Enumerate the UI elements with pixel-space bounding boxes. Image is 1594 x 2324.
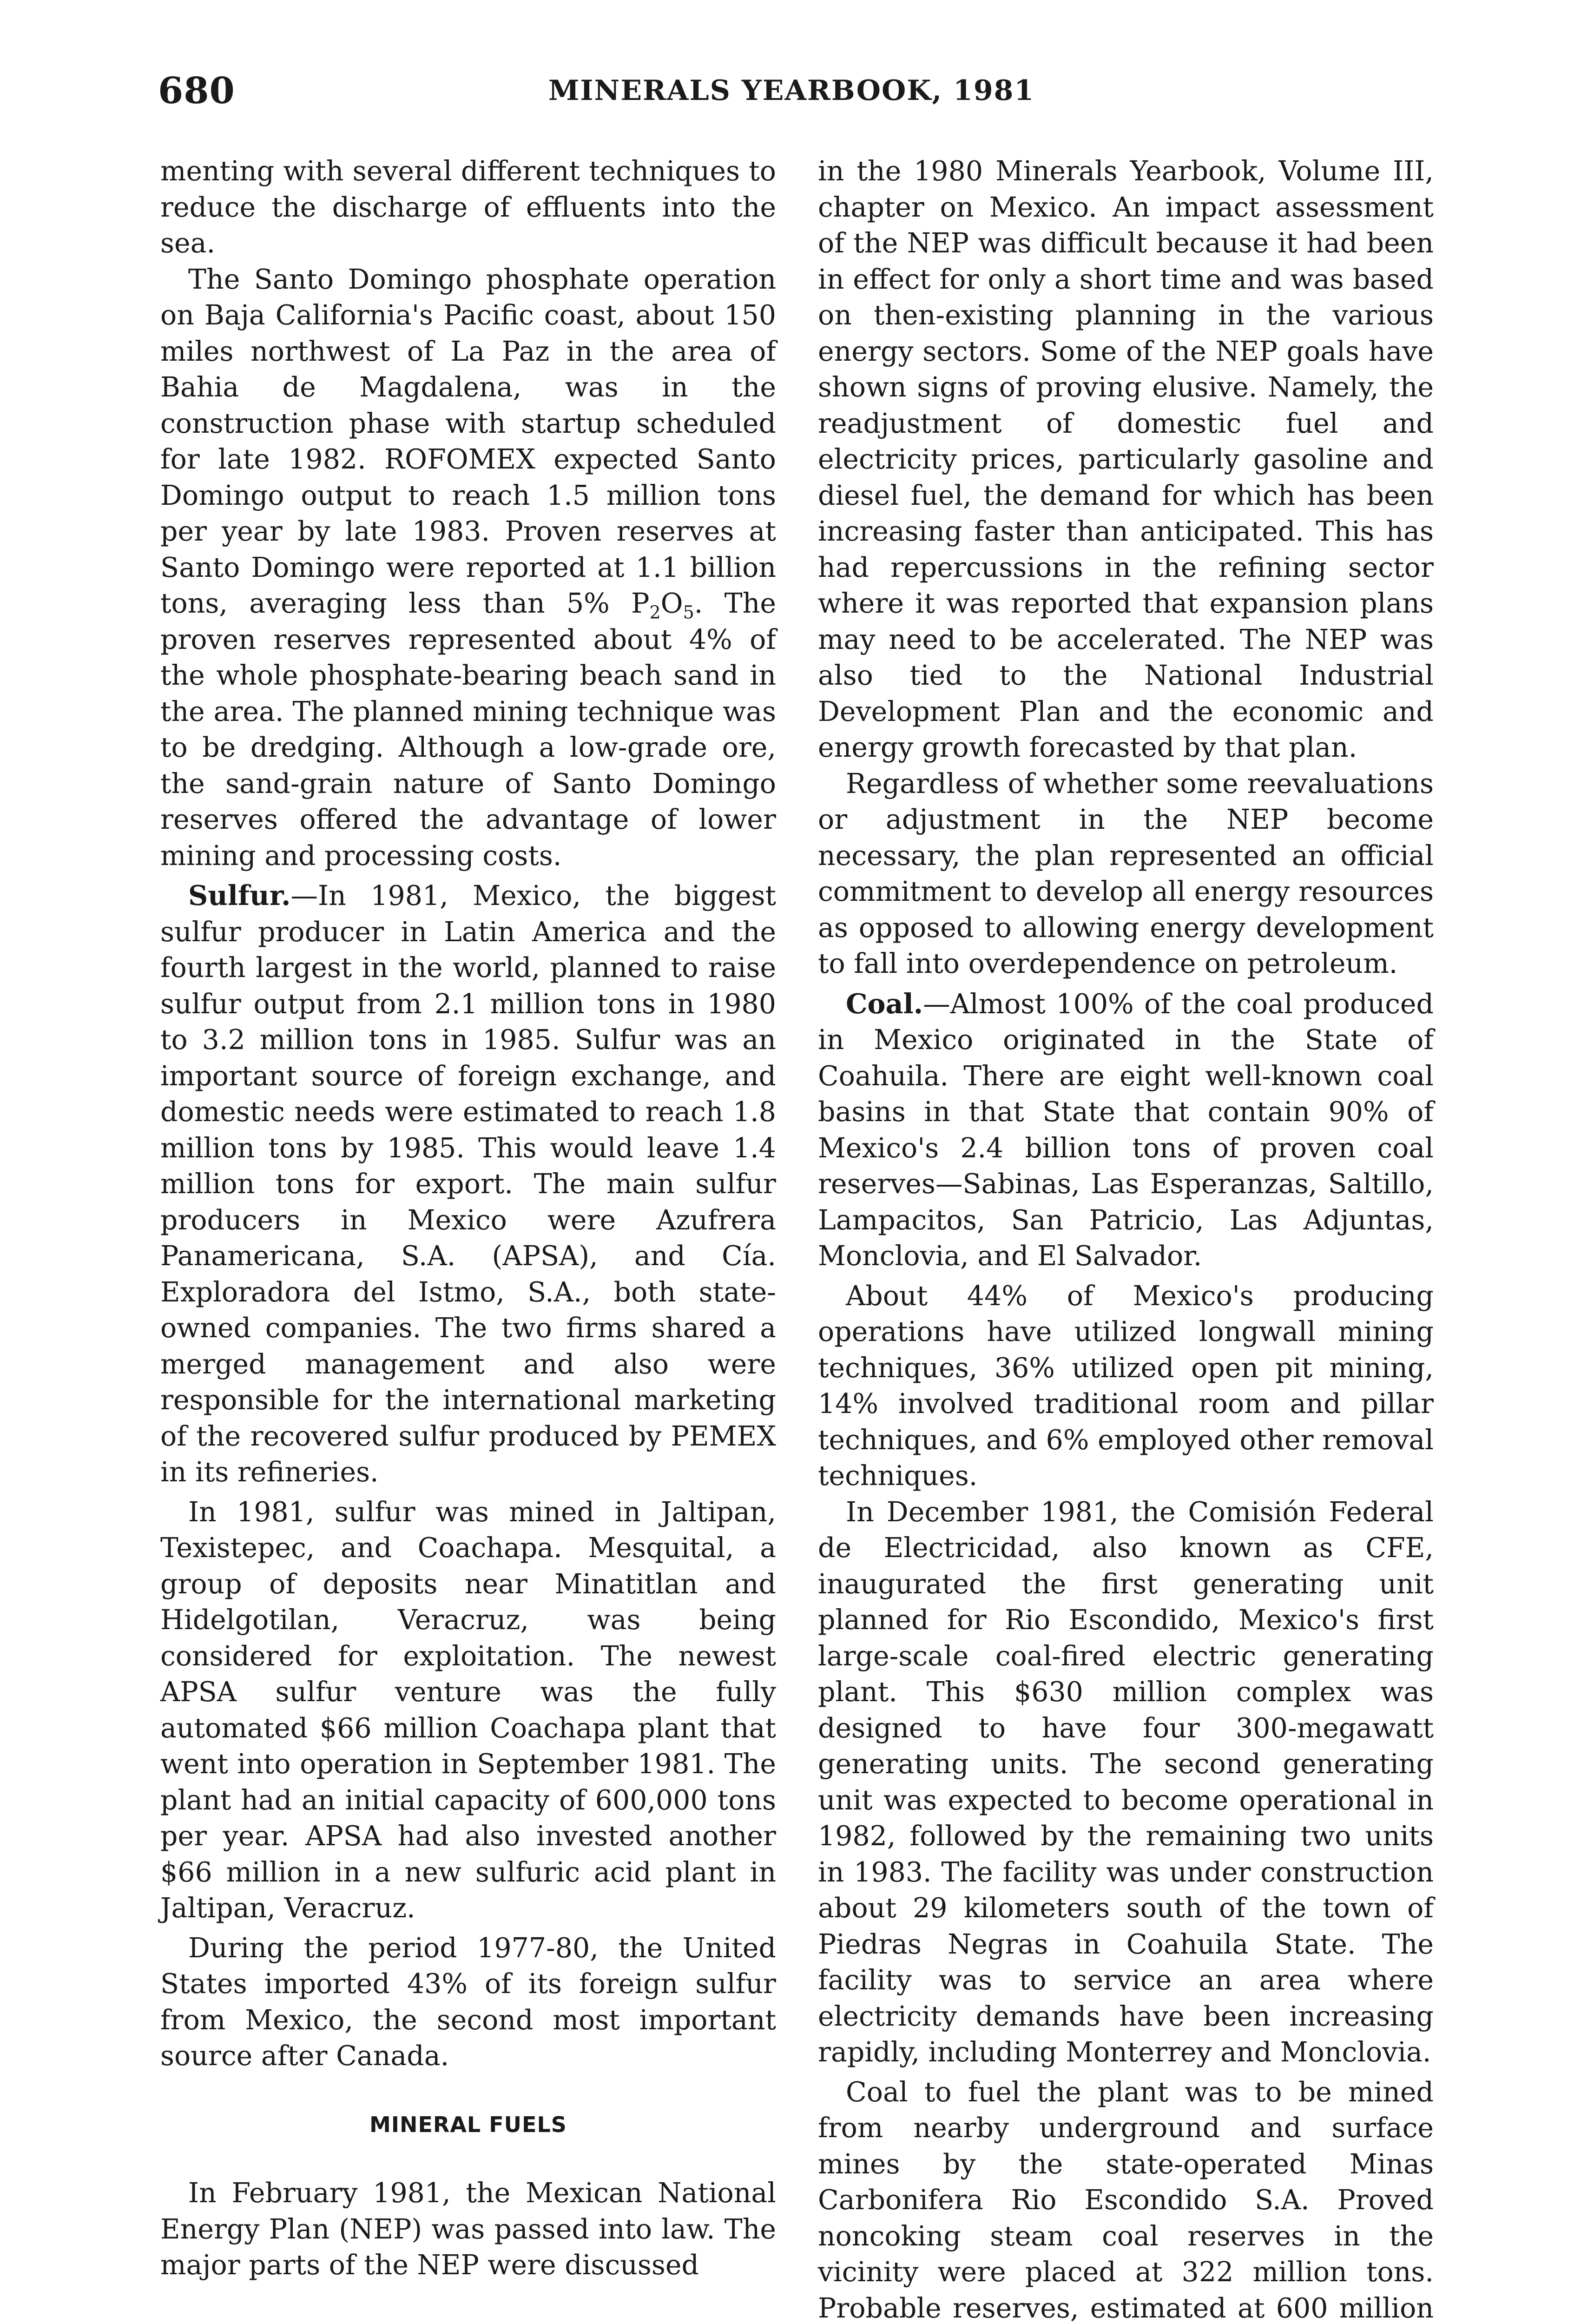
paragraph-sulfur [160,878,776,1491]
runin-heading-coal: Coal. [846,987,923,1020]
paragraph: In 1981, sulfur was mined in Jaltipan, Texistepec, and Coachapa. Mesquital, a group of deposits near Minatitlan and Hidelgotilan, Veracruz, was being considered for exploitation. The newest APSA sulfur venture was the fully automated $66 million Coachapa plant that went into operation in September 1981. The plant had an initial capacity of 600,000 tons per year. APSA had also invested another $66 million in a new sulfuric acid plant in Jaltipan, Veracruz. [160,1496,776,1924]
paragraph-text: —In 1981, Mexico, the biggest sulfur producer in Latin America and the fourth largest in the world, planned to raise sulfur output from 2.1 million tons in 1980 to 3.2 million tons in 1985. Sulfur was an important source of foreign exchange, and domestic needs were estimated to reach 1.8 million tons by 1985. This would leave 1.4 million tons for export. The main sulfur producers in Mexico were Azufrera Panamericana, S.A. (APSA), and Cía. Exploradora del Istmo, S.A., both state-owned companies. The two firms shared a merged management and also were responsible for the international marketing of the recovered sulfur produced by PEMEX in its refineries. [160,880,776,1488]
formula-p: P [631,588,650,619]
running-title: MINERALS YEARBOOK, 1981 [548,74,1035,107]
right-column [818,153,1434,2324]
paragraph: About 44% of Mexico's producing operations have utilized longwall mining techniques, 36% utilized open pit mining, 14% involved traditional room and pillar techniques, and 6% employed other removal techniques. [818,1280,1434,1492]
formula-o: O [660,588,683,619]
paragraph-text-end: . The proven reserves represented about 4% of the whole phosphate-bearing beach sand in the area. The planned mining technique was to be dredging. Although a low-grade ore, the sand-grain nature of Santo Domingo reserves offered the advantage of lower mining and processing costs. [160,588,776,872]
paragraph-text: The Santo Domingo phosphate operation on Baja California's Pacific coast, about 150 miles northwest of La Paz in the area of Bahia de Magdalena, was in the construction phase with startup scheduled for late 1982. ROFOMEX expected Santo Domingo output to reach 1.5 million tons per year by late 1983. Proven reserves at Santo Domingo were reported at 1.1 billion tons, averaging less than 5% [160,263,776,619]
paragraph: Coal to fuel the plant was to be mined from nearby underground and surface mines by the state-operated Minas Carbonifera Rio Escondido S.A. Proved noncoking steam coal reserves in the vicinity were placed at 322 million tons. Probable reserves, estimated at 600 million [818,2076,1434,2324]
left-column [160,153,776,2284]
formula-subscript-5: 5 [683,602,694,623]
paragraph: In February 1981, the Mexican National Energy Plan (NEP) was passed into law. The major parts of the NEP were discussed [160,2177,776,2281]
page-number: 680 [158,70,235,112]
runin-heading-sulfur: Sulfur. [188,879,291,911]
paragraph: During the period 1977-80, the United States imported 43% of its foreign sulfur from Mexico, the second most important source after Canada. [160,1932,776,2072]
paragraph: In December 1981, the Comisión Federal de Electricidad, also known as CFE, inaugurated the first generating unit planned for Rio Escondido, Mexico's first large-scale coal-fired electric generating plant. This $630 million complex was designed to have four 300-megawatt generating units. The second generating unit was expected to become operational in 1982, followed by the remaining two units in 1983. The facility was under construction about 29 kilometers south of the town of Piedras Negras in Coahuila State. The facility was to service an area where electricity demands have been increasing rapidly, including Monterrey and Monclovia. [818,1496,1434,2068]
section-heading-mineral-fuels: MINERAL FUELS [369,2112,567,2137]
paragraph: in the 1980 Minerals Yearbook, Volume III, chapter on Mexico. An impact assessment of the NEP was difficult because it had been in effect for only a short time and was based on then-existing planning in the various energy sectors. Some of the NEP goals have shown signs of proving elusive. Namely, the readjustment of domestic fuel and electricity prices, particularly gasoline and diesel fuel, the demand for which has been increasing faster than anticipated. This has had repercussions in the refining sector where it was reported that expansion plans may need to be accelerated. The NEP was also tied to the National Industrial Development Plan and the economic and energy growth forecasted by that plan. [818,155,1434,763]
paragraph: menting with several different techniques to reduce the discharge of effluents into the sea. [160,155,776,259]
paragraph-coal [818,986,1434,1274]
paragraph-text: —Almost 100% of the coal produced in Mexico originated in the State of Coahuila. There are eight well-known coal basins in that State that contain 90% of Mexico's 2.4 billion tons of proven coal reserves—Sabinas, Las Esperanzas, Saltillo, Lampacitos, San Patricio, Las Adjuntas, Monclovia, and El Salvador. [818,988,1434,1272]
paragraph-santo-domingo [160,262,776,874]
paragraph: Regardless of whether some reevaluations or adjustment in the NEP become necessary, the plan represented an official commitment to develop all energy resources as opposed to allowing energy development to fall into overdependence on petroleum. [818,767,1434,979]
formula-subscript-2: 2 [649,602,661,623]
